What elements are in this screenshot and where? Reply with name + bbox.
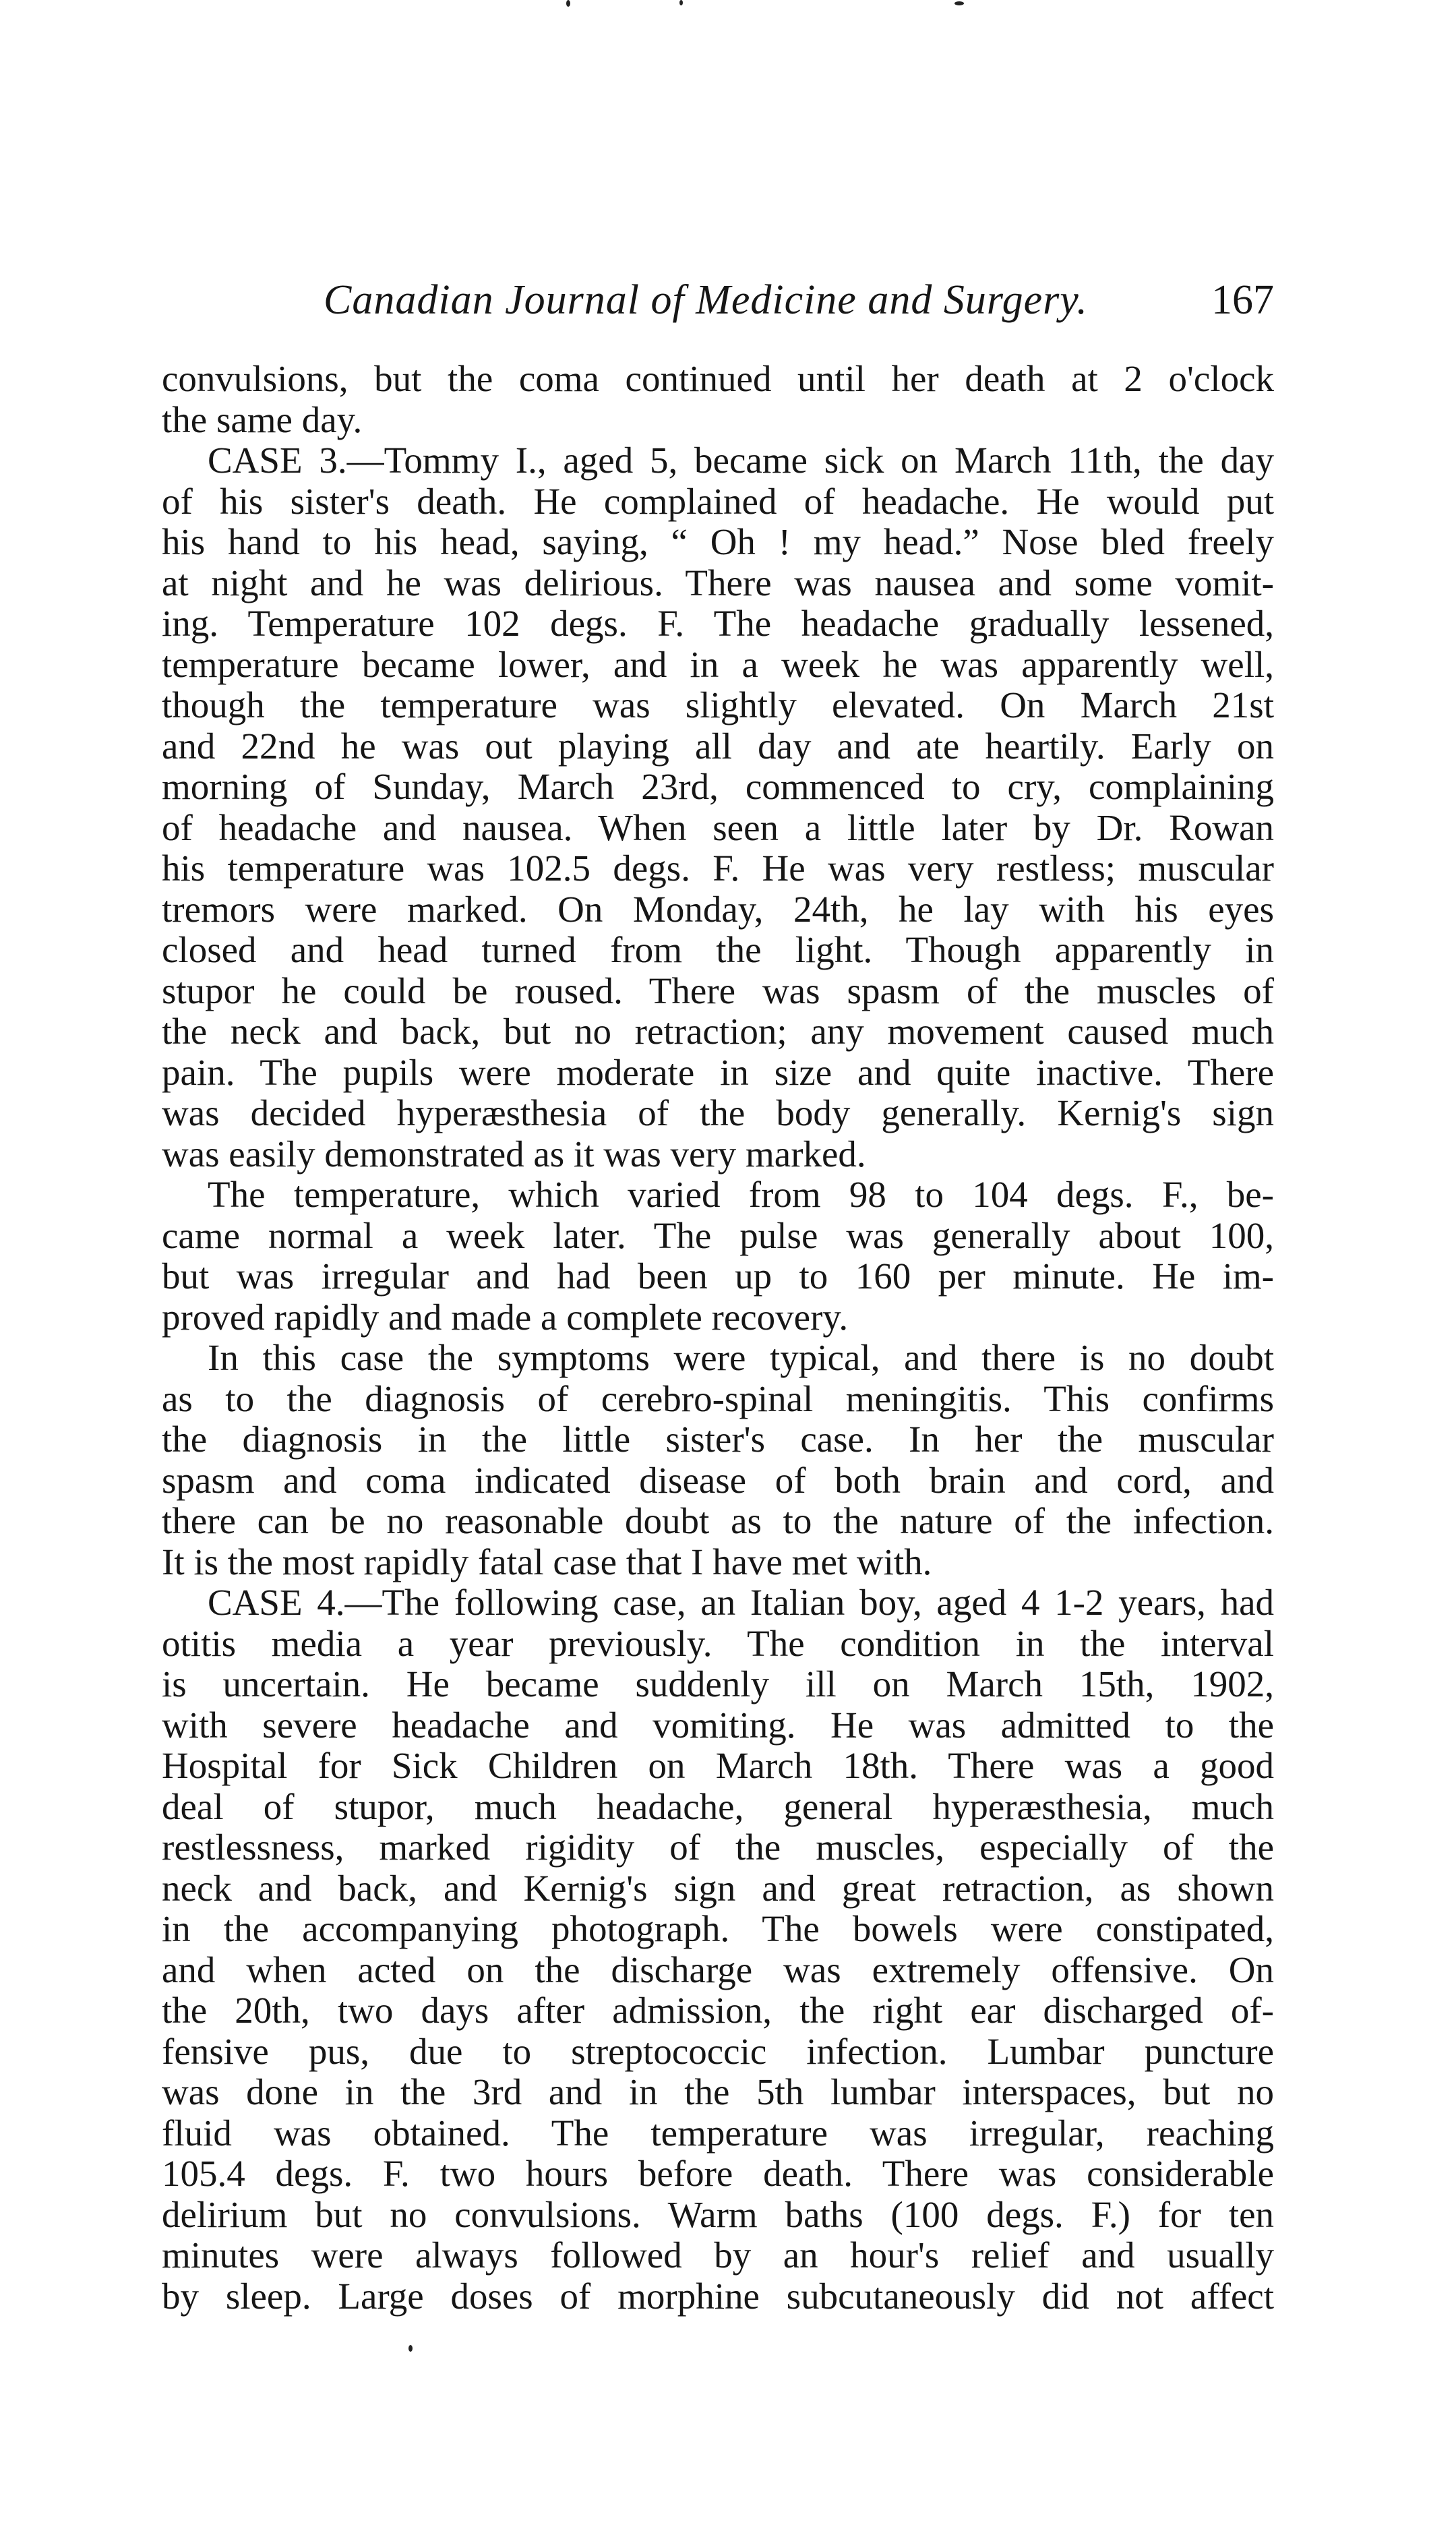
text-line: was easily demonstrated as it was very marked. (162, 1133, 866, 1175)
text-line: spasm and coma indicated disease of both brain and cord, and (162, 1459, 1274, 1501)
text-line: the same day. (162, 398, 363, 440)
print-speck (408, 2345, 413, 2352)
body-text (162, 359, 1274, 2317)
page-header (162, 276, 1274, 337)
text-line: by sleep. Large doses of morphine subcutaneously did not affect (162, 2275, 1274, 2317)
text-line: 105.4 degs. F. two hours before death. There was considerable (162, 2153, 1274, 2194)
text-line: his temperature was 102.5 degs. F. He was very restless; muscular (162, 848, 1274, 889)
text-line: In this case the symptoms were typical, and there is no doubt (208, 1337, 1274, 1378)
print-speck (566, 0, 570, 7)
text-line: It is the most rapidly fatal case that I have met with. (162, 1541, 932, 1582)
text-line: and when acted on the discharge was extremely offensive. On (162, 1949, 1274, 1990)
text-line: the neck and back, but no retraction; any movement caused much (162, 1011, 1274, 1052)
text-line: CASE 4.—The following case, an Italian boy, aged 4 1-2 years, had (208, 1582, 1274, 1623)
text-line: is uncertain. He became suddenly ill on March 15th, 1902, (162, 1663, 1274, 1704)
text-line: came normal a week later. The pulse was generally about 100, (162, 1214, 1274, 1256)
text-line: was done in the 3rd and in the 5th lumbar interspaces, but no (162, 2071, 1274, 2112)
text-line: proved rapidly and made a complete recovery. (162, 1296, 849, 1338)
text-line: the 20th, two days after admission, the right ear discharged of- (162, 1990, 1274, 2031)
print-speck (679, 0, 683, 5)
text-line: there can be no reasonable doubt as to the nature of the infection. (162, 1500, 1274, 1541)
running-title: Canadian Journal of Medicine and Surgery. (324, 277, 1088, 323)
text-line: in the accompanying photograph. The bowels were constipated, (162, 1908, 1274, 1949)
text-line: temperature became lower, and in a week he was apparently well, (162, 643, 1274, 685)
text-line: at night and he was delirious. There was nausea and some vomit- (162, 562, 1274, 603)
text-line: was decided hyperæsthesia of the body generally. Kernig's sign (162, 1092, 1274, 1133)
text-line: CASE 3.—Tommy I., aged 5, became sick on March 11th, the day (208, 440, 1274, 481)
text-line: minutes were always followed by an hour's relief and usually (162, 2234, 1274, 2276)
text-line: of headache and nausea. When seen a little later by Dr. Rowan (162, 806, 1274, 848)
text-line: the diagnosis in the little sister's case. In her the muscular (162, 1419, 1274, 1460)
text-line: delirium but no convulsions. Warm baths (100 degs. F.) for ten (162, 2193, 1274, 2235)
text-line: with severe headache and vomiting. He was admitted to the (162, 1704, 1274, 1746)
text-line: though the temperature was slightly elevated. On March 21st (162, 684, 1274, 725)
text-line: neck and back, and Kernig's sign and great retraction, as shown (162, 1867, 1274, 1909)
text-line: and 22nd he was out playing all day and ate heartily. Early on (162, 725, 1274, 767)
text-line: Hospital for Sick Children on March 18th. There was a good (162, 1745, 1274, 1786)
text-line: The temperature, which varied from 98 to 104 degs. F., be- (208, 1174, 1274, 1215)
text-line: restlessness, marked rigidity of the muscles, especially of the (162, 1827, 1274, 1868)
text-line: but was irregular and had been up to 160 per minute. He im- (162, 1255, 1274, 1297)
print-speck (954, 1, 964, 5)
text-line: otitis media a year previously. The condition in the interval (162, 1622, 1274, 1664)
text-line: tremors were marked. On Monday, 24th, he lay with his eyes (162, 888, 1274, 930)
text-line: deal of stupor, much headache, general hyperæsthesia, much (162, 1785, 1274, 1827)
text-line: fensive pus, due to streptococcic infection. Lumbar puncture (162, 2030, 1274, 2072)
text-line: convulsions, but the coma continued until her death at 2 o'clock (162, 358, 1274, 399)
text-line: pain. The pupils were moderate in size and quite inactive. There (162, 1051, 1274, 1093)
text-line: stupor he could be roused. There was spasm of the muscles of (162, 970, 1274, 1011)
text-line: closed and head turned from the light. Though apparently in (162, 929, 1274, 970)
text-line: as to the diagnosis of cerebro-spinal meningitis. This confirms (162, 1377, 1274, 1419)
text-line: of his sister's death. He complained of headache. He would put (162, 480, 1274, 522)
page-number: 167 (1211, 277, 1274, 323)
text-line: ing. Temperature 102 degs. F. The headache gradually lessened, (162, 603, 1274, 644)
text-line: fluid was obtained. The temperature was irregular, reaching (162, 2112, 1274, 2154)
text-line: morning of Sunday, March 23rd, commenced to cry, complaining (162, 766, 1274, 807)
text-line: his hand to his head, saying, “ Oh ! my head.” Nose bled freely (162, 521, 1274, 562)
